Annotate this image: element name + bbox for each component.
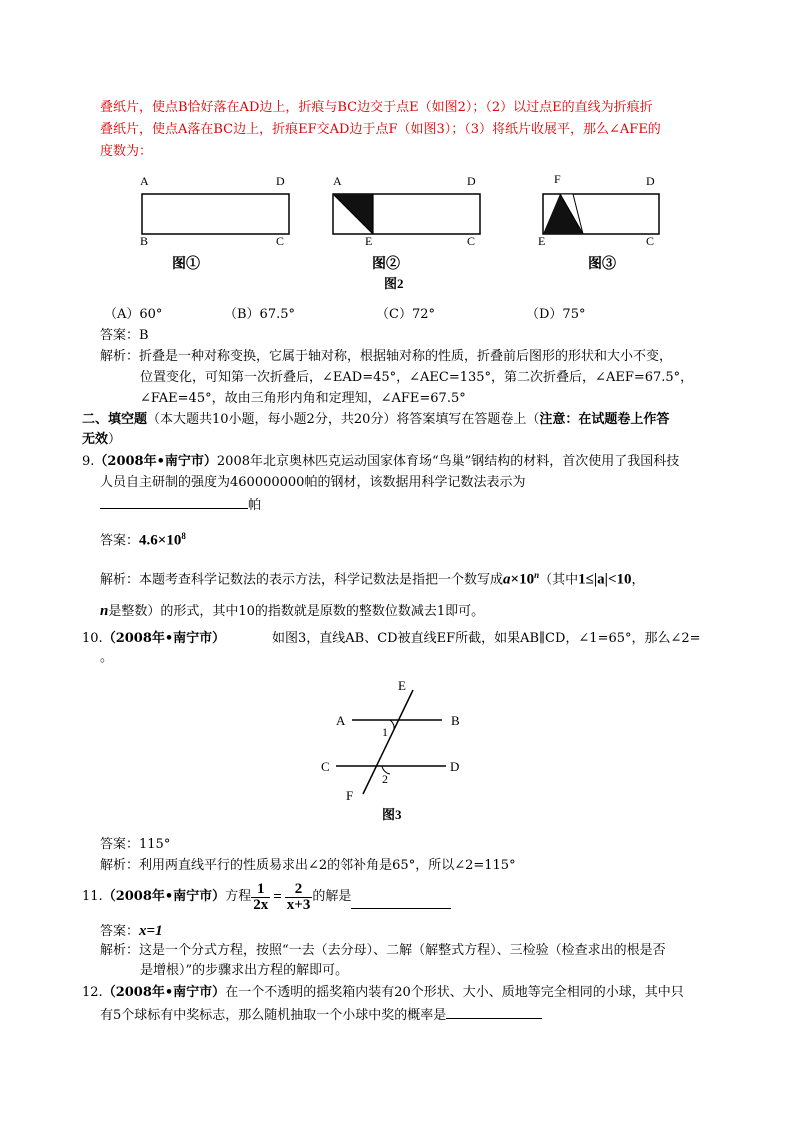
q10-line-1 — [82, 629, 225, 649]
line-ef — [363, 690, 413, 794]
sci-times: ×10 — [510, 571, 535, 588]
q10-number: 10. — [82, 631, 103, 646]
equals-sign: = — [273, 889, 282, 905]
label-f: F — [554, 172, 561, 186]
figure-caption: 图2 — [384, 276, 404, 291]
q9-analysis-d: 是整数）的形式，其中10的指数就是原数的整数位数减去1即可。 — [108, 604, 485, 619]
n-var: n — [100, 603, 109, 619]
q8-analysis-1: 解析：折叠是一种对称变换，它属于轴对称，根据轴对称的性质，折叠前后图形的形状和大小不变， — [100, 349, 673, 364]
label-c: C — [646, 234, 655, 248]
q9-text-2: 人员自主研制的强度为460000000帕的钢材，该数据用科学记数法表示为 — [100, 475, 526, 490]
label-c: C — [276, 234, 285, 248]
q12-text-2: 有5个球标有中奖标志，那么随机抽取一个小球中奖的概率是 — [100, 1008, 447, 1023]
section-desc: （本大题共10小题，每小题2分，共20分）将答案填写在答题卷上（ — [147, 412, 540, 427]
lhs-numerator: 1 — [251, 882, 270, 898]
parallel-lines-figure — [318, 676, 478, 826]
q11-analysis-2: 是增根）”的步骤求出方程的解即可。 — [140, 963, 349, 978]
sci-a: a — [503, 571, 511, 588]
section-note-2: 无效 — [82, 432, 109, 447]
q8-answer: 答案：B — [100, 328, 149, 343]
label-d: D — [450, 759, 460, 774]
q11-post: 的解是 — [312, 889, 352, 904]
angle-1-arc — [390, 720, 394, 729]
q12-answer-blank[interactable] — [446, 1004, 542, 1019]
label-b: B — [451, 713, 460, 728]
q12-source: （2008年•南宁市） — [102, 985, 226, 1000]
fold-figure-1 — [140, 174, 289, 272]
q9-line-1 — [82, 452, 679, 472]
q9-source: （2008年•南宁市） — [94, 454, 217, 469]
rhs-denominator: x+3 — [286, 896, 311, 913]
q12-line-1 — [82, 983, 684, 1003]
q9-analysis-2 — [100, 601, 484, 622]
q11-answer — [100, 921, 163, 942]
sci-n: n — [534, 570, 540, 580]
option-c: （C）72° — [376, 307, 435, 322]
q11-pre: 方程 — [225, 889, 252, 904]
lhs-denominator: 2x — [253, 896, 269, 913]
fold-figure — [120, 168, 680, 293]
q9-number: 9. — [82, 454, 95, 469]
q10-source: （2008年•南宁市） — [102, 631, 226, 646]
q12-text-1: 在一个不透明的摇奖箱内装有20个形状、大小、质地等完全相同的小球，其中只 — [225, 985, 684, 1000]
caption-fig-1: 图① — [172, 257, 200, 272]
label-d: D — [467, 174, 476, 188]
label-angle-1: 1 — [382, 725, 388, 739]
q11-analysis-1: 解析：这是一个分式方程，按照“一去（去分母）、二解（解整式方程）、三检验（检查求出的根是否 — [100, 943, 666, 958]
caption-fig-3: 图③ — [588, 257, 616, 272]
section-heading — [82, 410, 669, 430]
q10-analysis: 解析：利用两直线平行的性质易求出∠2的邻补角是65°，所以∠2=115° — [100, 858, 516, 873]
label-b: B — [140, 234, 149, 248]
q9-unit: 帕 — [248, 498, 262, 513]
rhs-fraction — [285, 882, 313, 913]
q10-answer: 答案：115° — [100, 837, 171, 852]
q10-tail: 。 — [100, 650, 114, 665]
q8-analysis-3: ∠FAE=45°，故由三角形内角和定理知，∠AFE=67.5° — [140, 391, 466, 406]
label-angle-2: 2 — [382, 772, 388, 786]
caption-fig-2: 图② — [372, 257, 400, 272]
q12-line-2 — [100, 1004, 542, 1026]
figure-caption: 图3 — [382, 807, 402, 822]
q11-answer-value: x=1 — [139, 923, 163, 939]
q9-answer — [100, 526, 186, 551]
section-close: ） — [108, 432, 122, 447]
option-b: （B）67.5° — [224, 307, 295, 322]
q9-analysis-c: ， — [631, 572, 645, 588]
option-d: （D）75° — [526, 307, 586, 322]
rectangle-abcd — [142, 194, 289, 234]
q9-analysis-1 — [100, 565, 645, 590]
label-c: C — [467, 234, 476, 248]
fold-figure-3 — [538, 172, 659, 272]
label-f: F — [346, 788, 354, 803]
label-d: D — [276, 174, 285, 188]
q9-analysis-b: （其中 — [539, 572, 579, 588]
rhs-numerator: 2 — [285, 882, 313, 898]
section-heading-2 — [82, 430, 121, 450]
range: 1≤|a|<10 — [578, 571, 632, 588]
section-note: 注意：在试题卷上作答 — [539, 412, 670, 427]
intro-line-2: 叠纸片，使点A落在BC边上，折痕EF交AD边于点F（如图3）；（3）将纸片收展平，那么∠AFE的 — [100, 122, 661, 137]
label-a: A — [333, 174, 342, 188]
q11-answer-blank[interactable] — [351, 894, 451, 909]
label-e: E — [365, 234, 373, 248]
label-d: D — [646, 174, 655, 188]
option-a: （A）60° — [104, 307, 163, 322]
label-e: E — [538, 234, 546, 248]
q9-answer-blank-line — [100, 494, 261, 516]
q10-text: 如图3，直线AB、CD被直线EF所截，如果AB∥CD，∠1=65°，那么∠2= — [272, 631, 701, 646]
q8-analysis-2: 位置变化，可知第一次折叠后，∠EAD=45°，∠AEC=135°，第二次折叠后，∠AEF=67.5°， — [140, 370, 694, 385]
q11-number: 11. — [82, 889, 103, 904]
fold-figure-2 — [333, 174, 480, 291]
intro-line-3: 度数为： — [100, 144, 153, 159]
q9-text-1: 2008年北京奥林匹克运动国家体育场“鸟巢”钢结构的材料，首次使用了我国科技 — [216, 454, 680, 469]
q9-answer-value: 4.6×10 — [139, 532, 182, 549]
q11-answer-label: 答案： — [100, 924, 140, 939]
label-e: E — [398, 678, 406, 693]
q9-answer-blank[interactable] — [100, 494, 248, 509]
label-c: C — [321, 759, 330, 774]
q11-source: （2008年•南宁市） — [102, 889, 226, 904]
q12-number: 12. — [82, 985, 103, 1000]
q11-line — [82, 878, 451, 916]
q9-answer-label: 答案： — [100, 533, 140, 549]
q9-analysis-a: 解析：本题考查科学记数法的表示方法，科学记数法是指把一个数写成 — [100, 572, 504, 588]
label-a: A — [140, 174, 149, 188]
intro-line-1: 叠纸片，使点B恰好落在AD边上，折痕与BC边交于点E（如图2）；（2）以过点E的直线为折痕折 — [100, 100, 653, 115]
section-title: 二、填空题 — [82, 412, 148, 427]
lhs-fraction — [251, 882, 270, 913]
q9-answer-exp: 8 — [181, 531, 186, 541]
label-a: A — [336, 713, 346, 728]
